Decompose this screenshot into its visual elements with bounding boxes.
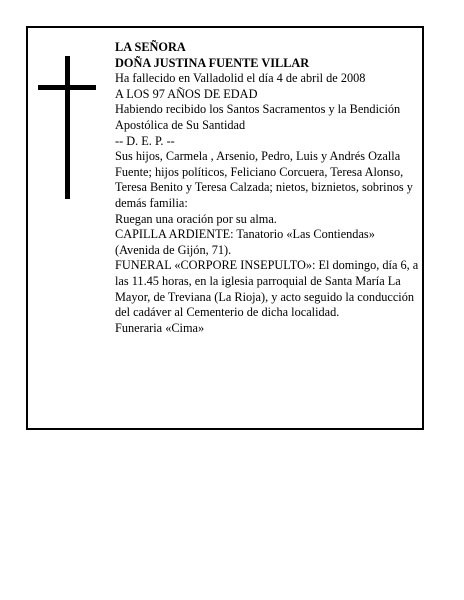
family-text: Sus hijos, Carmela , Arsenio, Pedro, Luis y Andrés Ozalla Fuente; hijos políticos, Feliciano Corcuera, Teresa Alonso, Teresa Benito y Teresa Calzada; nietos, biznietos, sobrinos y demás familia:	[115, 149, 413, 210]
obituary-notice	[26, 26, 424, 430]
rip-line: -- D. E. P. --	[115, 133, 175, 148]
death-statement: Ha fallecido en Valladolid el día 4 de abril de 2008	[115, 71, 366, 86]
cross-vertical-bar	[65, 56, 70, 199]
title-line-1: LA SEÑORA	[115, 40, 186, 54]
cross-horizontal-bar	[38, 85, 96, 90]
obituary-text	[115, 40, 420, 336]
age-line: A LOS 97 AÑOS DE EDAD	[115, 86, 258, 101]
prayer-request: Ruegan una oración por su alma.	[115, 211, 277, 226]
funeral-info: FUNERAL «CORPORE INSEPULTO»: El domingo, día 6, a las 11.45 horas, en la iglesia parroquial de Santa María La Mayor, de Treviana (La Rioja), y acto seguido la conducción del cadáver al Cementerio de dicha localidad.	[115, 258, 419, 320]
deceased-name: DOÑA JUSTINA FUENTE VILLAR	[115, 55, 310, 70]
chapel-info: CAPILLA ARDIENTE: Tanatorio «Las Contiendas» (Avenida de Gijón, 71).	[115, 227, 375, 257]
funeral-home: Funeraria «Cima»	[115, 320, 205, 335]
sacraments-text: Habiendo recibido los Santos Sacramentos y la Bendición Apostólica de Su Santidad	[115, 102, 401, 132]
